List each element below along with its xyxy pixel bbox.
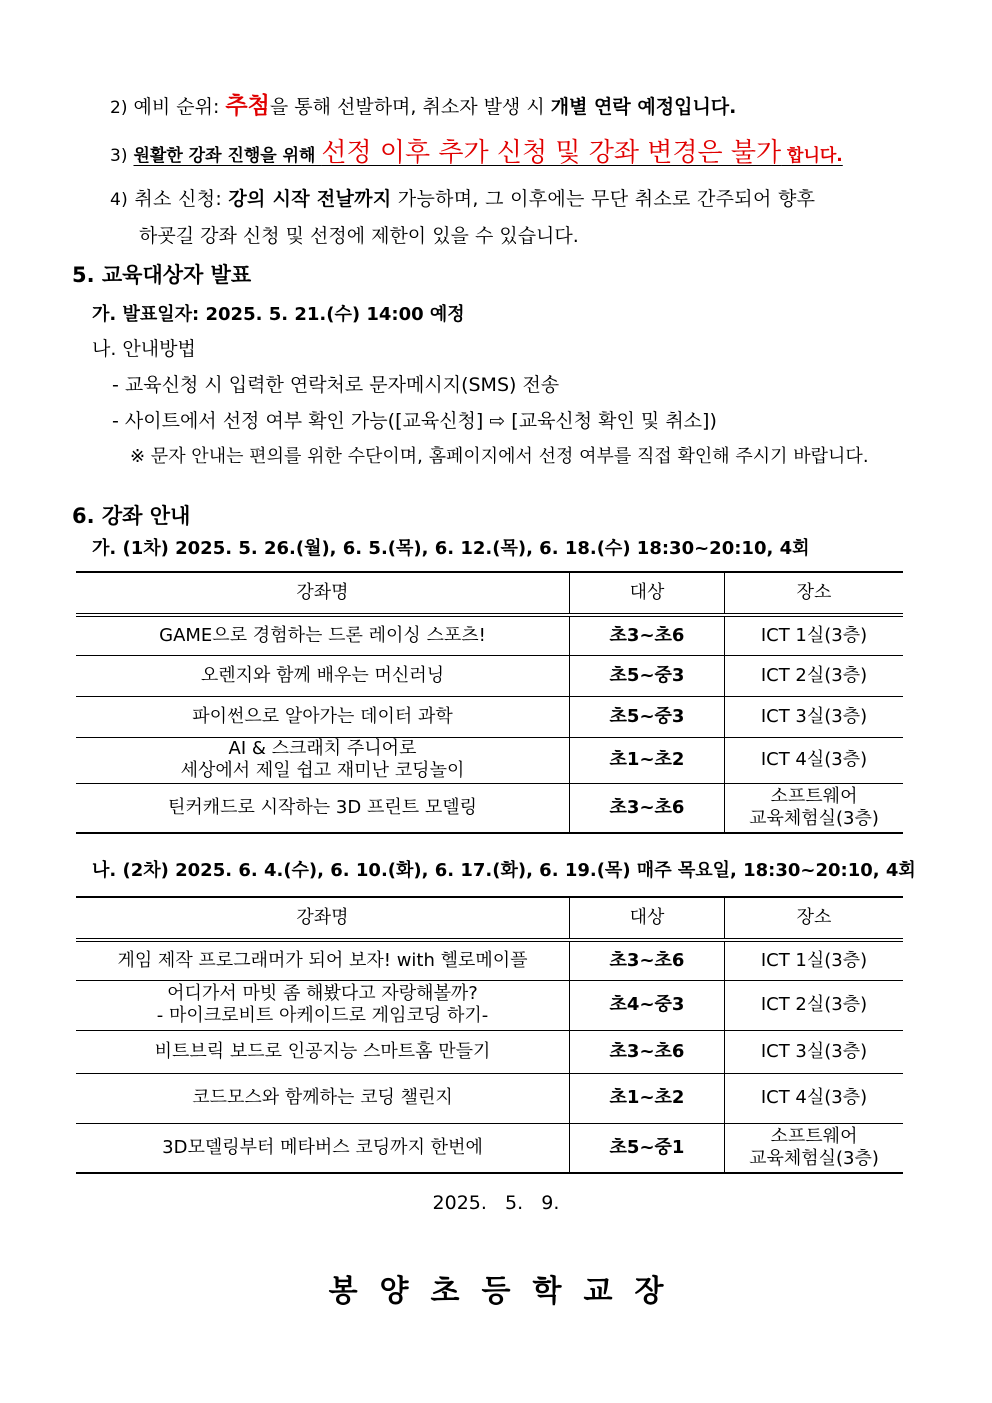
course-target: 초4~중3 xyxy=(570,980,725,1030)
document-date: 2025. 5. 9. xyxy=(432,1192,560,1214)
course-place xyxy=(725,1123,904,1173)
note-2-text-a: 예비 순위: xyxy=(133,96,226,118)
note-3-number: 3) xyxy=(110,146,128,166)
course-name: 틴커캐드로 시작하는 3D 프린트 모델링 xyxy=(167,796,478,818)
table-row xyxy=(76,737,903,783)
header-course-name: 강좌명 xyxy=(296,907,349,928)
course-name-line-1: AI & 스크래치 주니어로 xyxy=(228,738,417,759)
course-name: 3D모델링부터 메타버스 코딩까지 한번에 xyxy=(162,1136,483,1158)
course-table-part-2 xyxy=(76,896,903,1174)
note-4-number: 4) xyxy=(110,190,129,210)
course-target: 초3~초6 xyxy=(570,615,725,655)
section-5-method: 나. 안내방법 xyxy=(92,338,196,360)
table-row xyxy=(76,783,903,833)
section-5-date: 가. 발표일자: 2025. 5. 21.(수) 14:00 예정 xyxy=(92,304,465,325)
course-name xyxy=(76,980,570,1030)
note-2-highlight: 추첨 xyxy=(225,93,270,119)
course-place-line-2: 교육체험실(3층) xyxy=(749,1147,879,1169)
course-name-line-1: 어디가서 마빗 좀 해봤다고 자랑해볼까? xyxy=(167,983,478,1004)
note-2 xyxy=(110,93,736,121)
course-target: 초5~중3 xyxy=(570,655,725,696)
table-row xyxy=(76,655,903,696)
header-place: 장소 xyxy=(725,572,904,615)
course-target: 초1~초2 xyxy=(570,1073,725,1123)
course-place-line-2: 교육체험실(3층) xyxy=(749,807,879,829)
note-4-text-a: 취소 신청: xyxy=(134,188,229,210)
course-name: 파이썬으로 알아가는 데이터 과학 xyxy=(192,705,453,727)
course-target: 초5~중3 xyxy=(570,696,725,737)
course-place-line-1: 소프트웨어 xyxy=(770,785,858,807)
course-target: 초1~초2 xyxy=(570,737,725,783)
table-row xyxy=(76,980,903,1030)
note-3-underlined xyxy=(133,138,843,168)
course-place: ICT 2실(3층) xyxy=(725,980,904,1030)
note-4-text-b: 가능하며, 그 이후에는 무단 취소로 간주되어 향후 xyxy=(391,188,816,210)
note-4 xyxy=(110,186,922,213)
course-target: 초3~초6 xyxy=(570,1030,725,1073)
part-1-title: 가. (1차) 2025. 5. 26.(월), 6. 5.(목), 6. 12.(목), 6. 18.(수) 18:30~20:10, 4회 xyxy=(92,538,810,559)
table-row xyxy=(76,696,903,737)
note-3-text-b: 합니다. xyxy=(781,146,843,166)
course-name xyxy=(76,737,570,783)
note-2-bold: 개별 연락 예정입니다. xyxy=(550,96,737,118)
course-place: ICT 3실(3층) xyxy=(725,1030,904,1073)
course-name-line-2: 세상에서 제일 쉽고 재미난 코딩놀이 xyxy=(180,760,465,781)
table-row xyxy=(76,1030,903,1073)
table-row xyxy=(76,940,903,980)
course-name: 게임 제작 프로그래머가 되어 보자! with 헬로메이플 xyxy=(117,949,528,971)
table-row xyxy=(76,1073,903,1123)
note-3-text-a: 원활한 강좌 진행을 위해 xyxy=(133,146,322,166)
course-place xyxy=(725,783,904,833)
course-name: 오렌지와 함께 배우는 머신러닝 xyxy=(200,664,445,686)
section-6-title: 6. 강좌 안내 xyxy=(72,504,191,528)
table-row xyxy=(76,615,903,655)
course-target: 초3~초6 xyxy=(570,940,725,980)
course-name: 비트브릭 보드로 인공지능 스마트홈 만들기 xyxy=(154,1040,491,1062)
note-3 xyxy=(110,140,843,169)
course-place: ICT 1실(3층) xyxy=(725,940,904,980)
course-place: ICT 4실(3층) xyxy=(725,1073,904,1123)
note-3-highlight: 선정 이후 추가 신청 및 강좌 변경은 불가 xyxy=(321,138,782,168)
course-place-line-1: 소프트웨어 xyxy=(770,1125,858,1147)
header-target: 대상 xyxy=(570,572,725,615)
note-2-number: 2) xyxy=(110,98,128,118)
course-target: 초3~초6 xyxy=(570,783,725,833)
note-4-line2: 하굣길 강좌 신청 및 선정에 제한이 있을 수 있습니다. xyxy=(139,225,579,247)
course-place: ICT 1실(3층) xyxy=(725,615,904,655)
note-2-text-b: 을 통해 선발하며, 취소자 발생 시 xyxy=(269,96,551,118)
course-name: GAME으로 경험하는 드론 레이싱 스포츠! xyxy=(159,624,486,646)
table-row xyxy=(76,1123,903,1173)
course-table-part-1 xyxy=(76,571,903,834)
course-place: ICT 3실(3층) xyxy=(725,696,904,737)
section-5-title: 5. 교육대상자 발표 xyxy=(72,263,252,287)
header-place: 장소 xyxy=(725,897,904,940)
course-name-line-2: - 마이크로비트 아케이드로 게임코딩 하기- xyxy=(156,1005,489,1026)
course-target: 초5~중1 xyxy=(570,1123,725,1173)
section-5-note: ※ 문자 안내는 편의를 위한 수단이며, 홈페이지에서 선정 여부를 직접 확인해 주시기 바랍니다. xyxy=(130,446,869,467)
header-target: 대상 xyxy=(570,897,725,940)
header-course-name: 강좌명 xyxy=(296,582,349,603)
course-name: 코드모스와 함께하는 코딩 챌린지 xyxy=(192,1087,453,1108)
section-5-item-2: - 사이트에서 선정 여부 확인 가능([교육신청] ⇨ [교육신청 확인 및 취소]) xyxy=(112,410,717,432)
section-5-item-1: - 교육신청 시 입력한 연락처로 문자메시지(SMS) 전송 xyxy=(112,374,560,396)
note-4-bold: 강의 시작 전날까지 xyxy=(228,188,392,210)
course-place: ICT 2실(3층) xyxy=(725,655,904,696)
course-place: ICT 4실(3층) xyxy=(725,737,904,783)
part-2-title: 나. (2차) 2025. 6. 4.(수), 6. 10.(화), 6. 17.(화), 6. 19.(목) 매주 목요일, 18:30~20:10, 4회 xyxy=(92,860,916,881)
signature: 봉양초등학교장 xyxy=(328,1274,686,1309)
